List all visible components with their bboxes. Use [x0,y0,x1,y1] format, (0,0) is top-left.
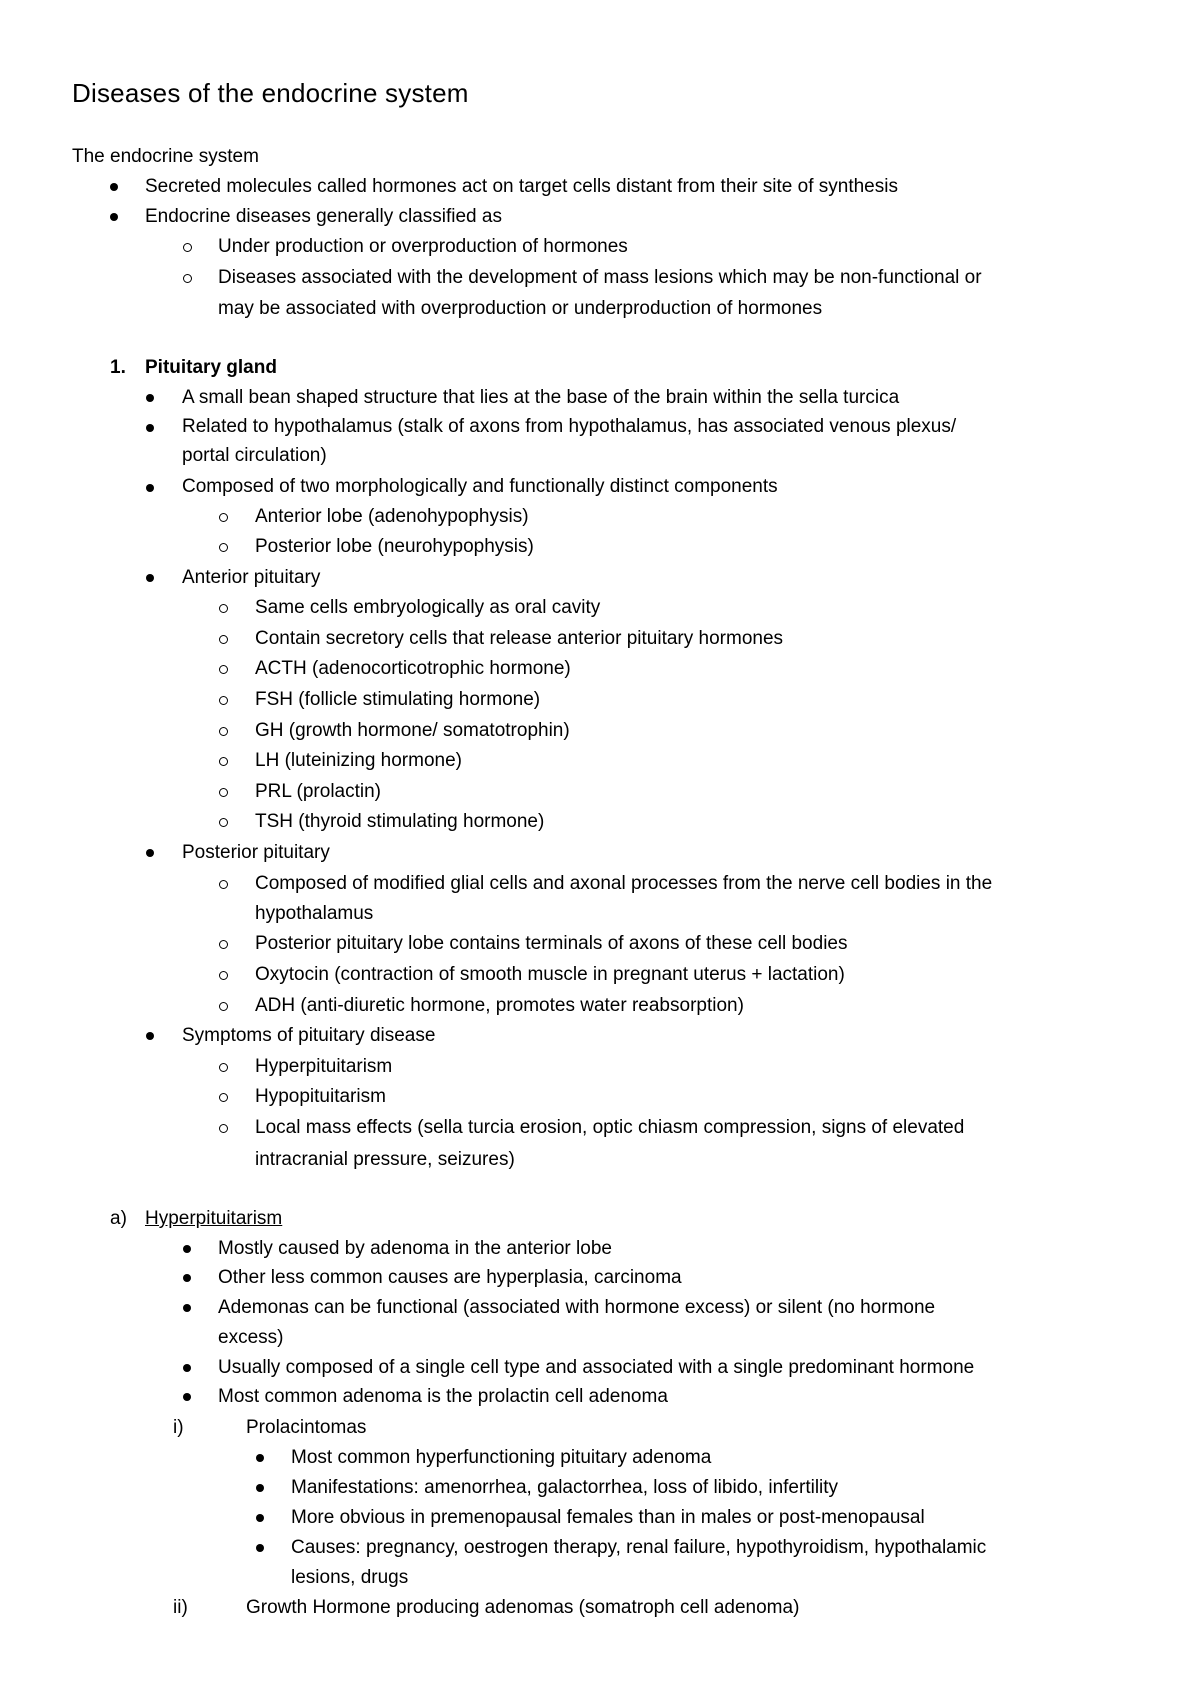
list-item: Manifestations: amenorrhea, galactorrhea, loss of libido, infertility [291,1477,839,1498]
bullet-icon [146,849,154,857]
list-item: Most common adenoma is the prolactin cell adenoma [218,1386,668,1407]
list-item: Oxytocin (contraction of smooth muscle in pregnant uterus + lactation) [255,964,845,985]
bullet-icon [146,574,154,582]
sub-bullet-icon [219,940,228,949]
bullet-icon [256,1544,264,1552]
subsection-heading: Growth Hormone producing adenomas (somatroph cell adenoma) [246,1597,800,1618]
bullet-icon [183,1274,191,1282]
list-item: Same cells embryologically as oral cavity [255,597,601,618]
list-item: FSH (follicle stimulating hormone) [255,689,541,710]
subsection-heading: Prolacintomas [246,1417,367,1438]
sub-bullet-icon [183,243,192,252]
sub-bullet-icon [219,665,228,674]
bullet-icon [183,1393,191,1401]
subsection-label: ii) [173,1597,188,1618]
list-item: Ademonas can be functional (associated with hormone excess) or silent (no hormone [218,1297,936,1318]
sub-bullet-icon [219,1124,228,1133]
list-item: Diseases associated with the development of mass lesions which may be non-functional or [218,267,982,288]
list-item: A small bean shaped structure that lies at the base of the brain within the sella turcica [182,387,900,408]
list-item: Secreted molecules called hormones act on target cells distant from their site of synthesis [145,176,898,197]
sub-bullet-icon [219,727,228,736]
bullet-icon [183,1304,191,1312]
list-item: Symptoms of pituitary disease [182,1025,436,1046]
list-item-continued: portal circulation) [182,445,327,466]
list-item: Mostly caused by adenoma in the anterior lobe [218,1238,612,1259]
list-item: Usually composed of a single cell type and associated with a single predominant hormone [218,1357,975,1378]
list-item: Composed of two morphologically and functionally distinct components [182,476,778,497]
sub-bullet-icon [219,543,228,552]
list-item: Hypopituitarism [255,1086,386,1107]
list-item: PRL (prolactin) [255,781,382,802]
bullet-icon [110,213,118,221]
sub-bullet-icon [219,880,228,889]
bullet-icon [146,394,154,402]
bullet-icon [146,424,154,432]
list-item: TSH (thyroid stimulating hormone) [255,811,545,832]
bullet-icon [183,1364,191,1372]
list-item: Under production or overproduction of hormones [218,236,628,257]
list-item: GH (growth hormone/ somatotrophin) [255,720,570,741]
sub-bullet-icon [219,971,228,980]
list-item: Composed of modified glial cells and axonal processes from the nerve cell bodies in the [255,873,993,894]
document-title: Diseases of the endocrine system [72,78,469,108]
list-item: Related to hypothalamus (stalk of axons from hypothalamus, has associated venous plexus/ [182,416,957,437]
bullet-icon [256,1484,264,1492]
bullet-icon [256,1454,264,1462]
sub-bullet-icon [183,274,192,283]
list-item-continued: lesions, drugs [291,1567,409,1588]
list-item: Local mass effects (sella turcia erosion, optic chiasm compression, signs of elevated [255,1117,965,1138]
list-item-continued: intracranial pressure, seizures) [255,1149,515,1170]
sub-bullet-icon [219,1063,228,1072]
sub-bullet-icon [219,757,228,766]
sub-bullet-icon [219,635,228,644]
section-number: 1. [110,357,126,378]
list-item: Anterior lobe (adenohypophysis) [255,506,529,527]
bullet-icon [110,183,118,191]
list-item-continued: hypothalamus [255,903,374,924]
bullet-icon [146,1032,154,1040]
list-item: ADH (anti-diuretic hormone, promotes water reabsorption) [255,995,744,1016]
list-item: Hyperpituitarism [255,1056,393,1077]
bullet-icon [256,1514,264,1522]
bullet-icon [183,1245,191,1253]
list-item: Other less common causes are hyperplasia, carcinoma [218,1267,682,1288]
sub-bullet-icon [219,1002,228,1011]
list-item: ACTH (adenocorticotrophic hormone) [255,658,571,679]
list-item: LH (luteinizing hormone) [255,750,462,771]
section-heading: Pituitary gland [145,357,277,378]
list-item: Anterior pituitary [182,567,321,588]
subsection-heading: Hyperpituitarism [145,1208,283,1229]
list-item: Endocrine diseases generally classified as [145,206,502,227]
list-item: More obvious in premenopausal females than in males or post-menopausal [291,1507,925,1528]
list-item: Posterior pituitary [182,842,330,863]
sub-bullet-icon [219,818,228,827]
subsection-label: i) [173,1417,184,1438]
list-item-continued: may be associated with overproduction or underproduction of hormones [218,298,823,319]
list-item: Most common hyperfunctioning pituitary adenoma [291,1447,712,1468]
list-item: Posterior pituitary lobe contains terminals of axons of these cell bodies [255,933,848,954]
section-heading: The endocrine system [72,146,259,167]
sub-bullet-icon [219,604,228,613]
list-item: Contain secretory cells that release anterior pituitary hormones [255,628,784,649]
list-item: Causes: pregnancy, oestrogen therapy, renal failure, hypothyroidism, hypothalamic [291,1537,987,1558]
list-item-continued: excess) [218,1327,284,1348]
sub-bullet-icon [219,1093,228,1102]
subsection-label: a) [110,1208,127,1229]
bullet-icon [146,484,154,492]
sub-bullet-icon [219,696,228,705]
list-item: Posterior lobe (neurohypophysis) [255,536,534,557]
sub-bullet-icon [219,788,228,797]
sub-bullet-icon [219,513,228,522]
